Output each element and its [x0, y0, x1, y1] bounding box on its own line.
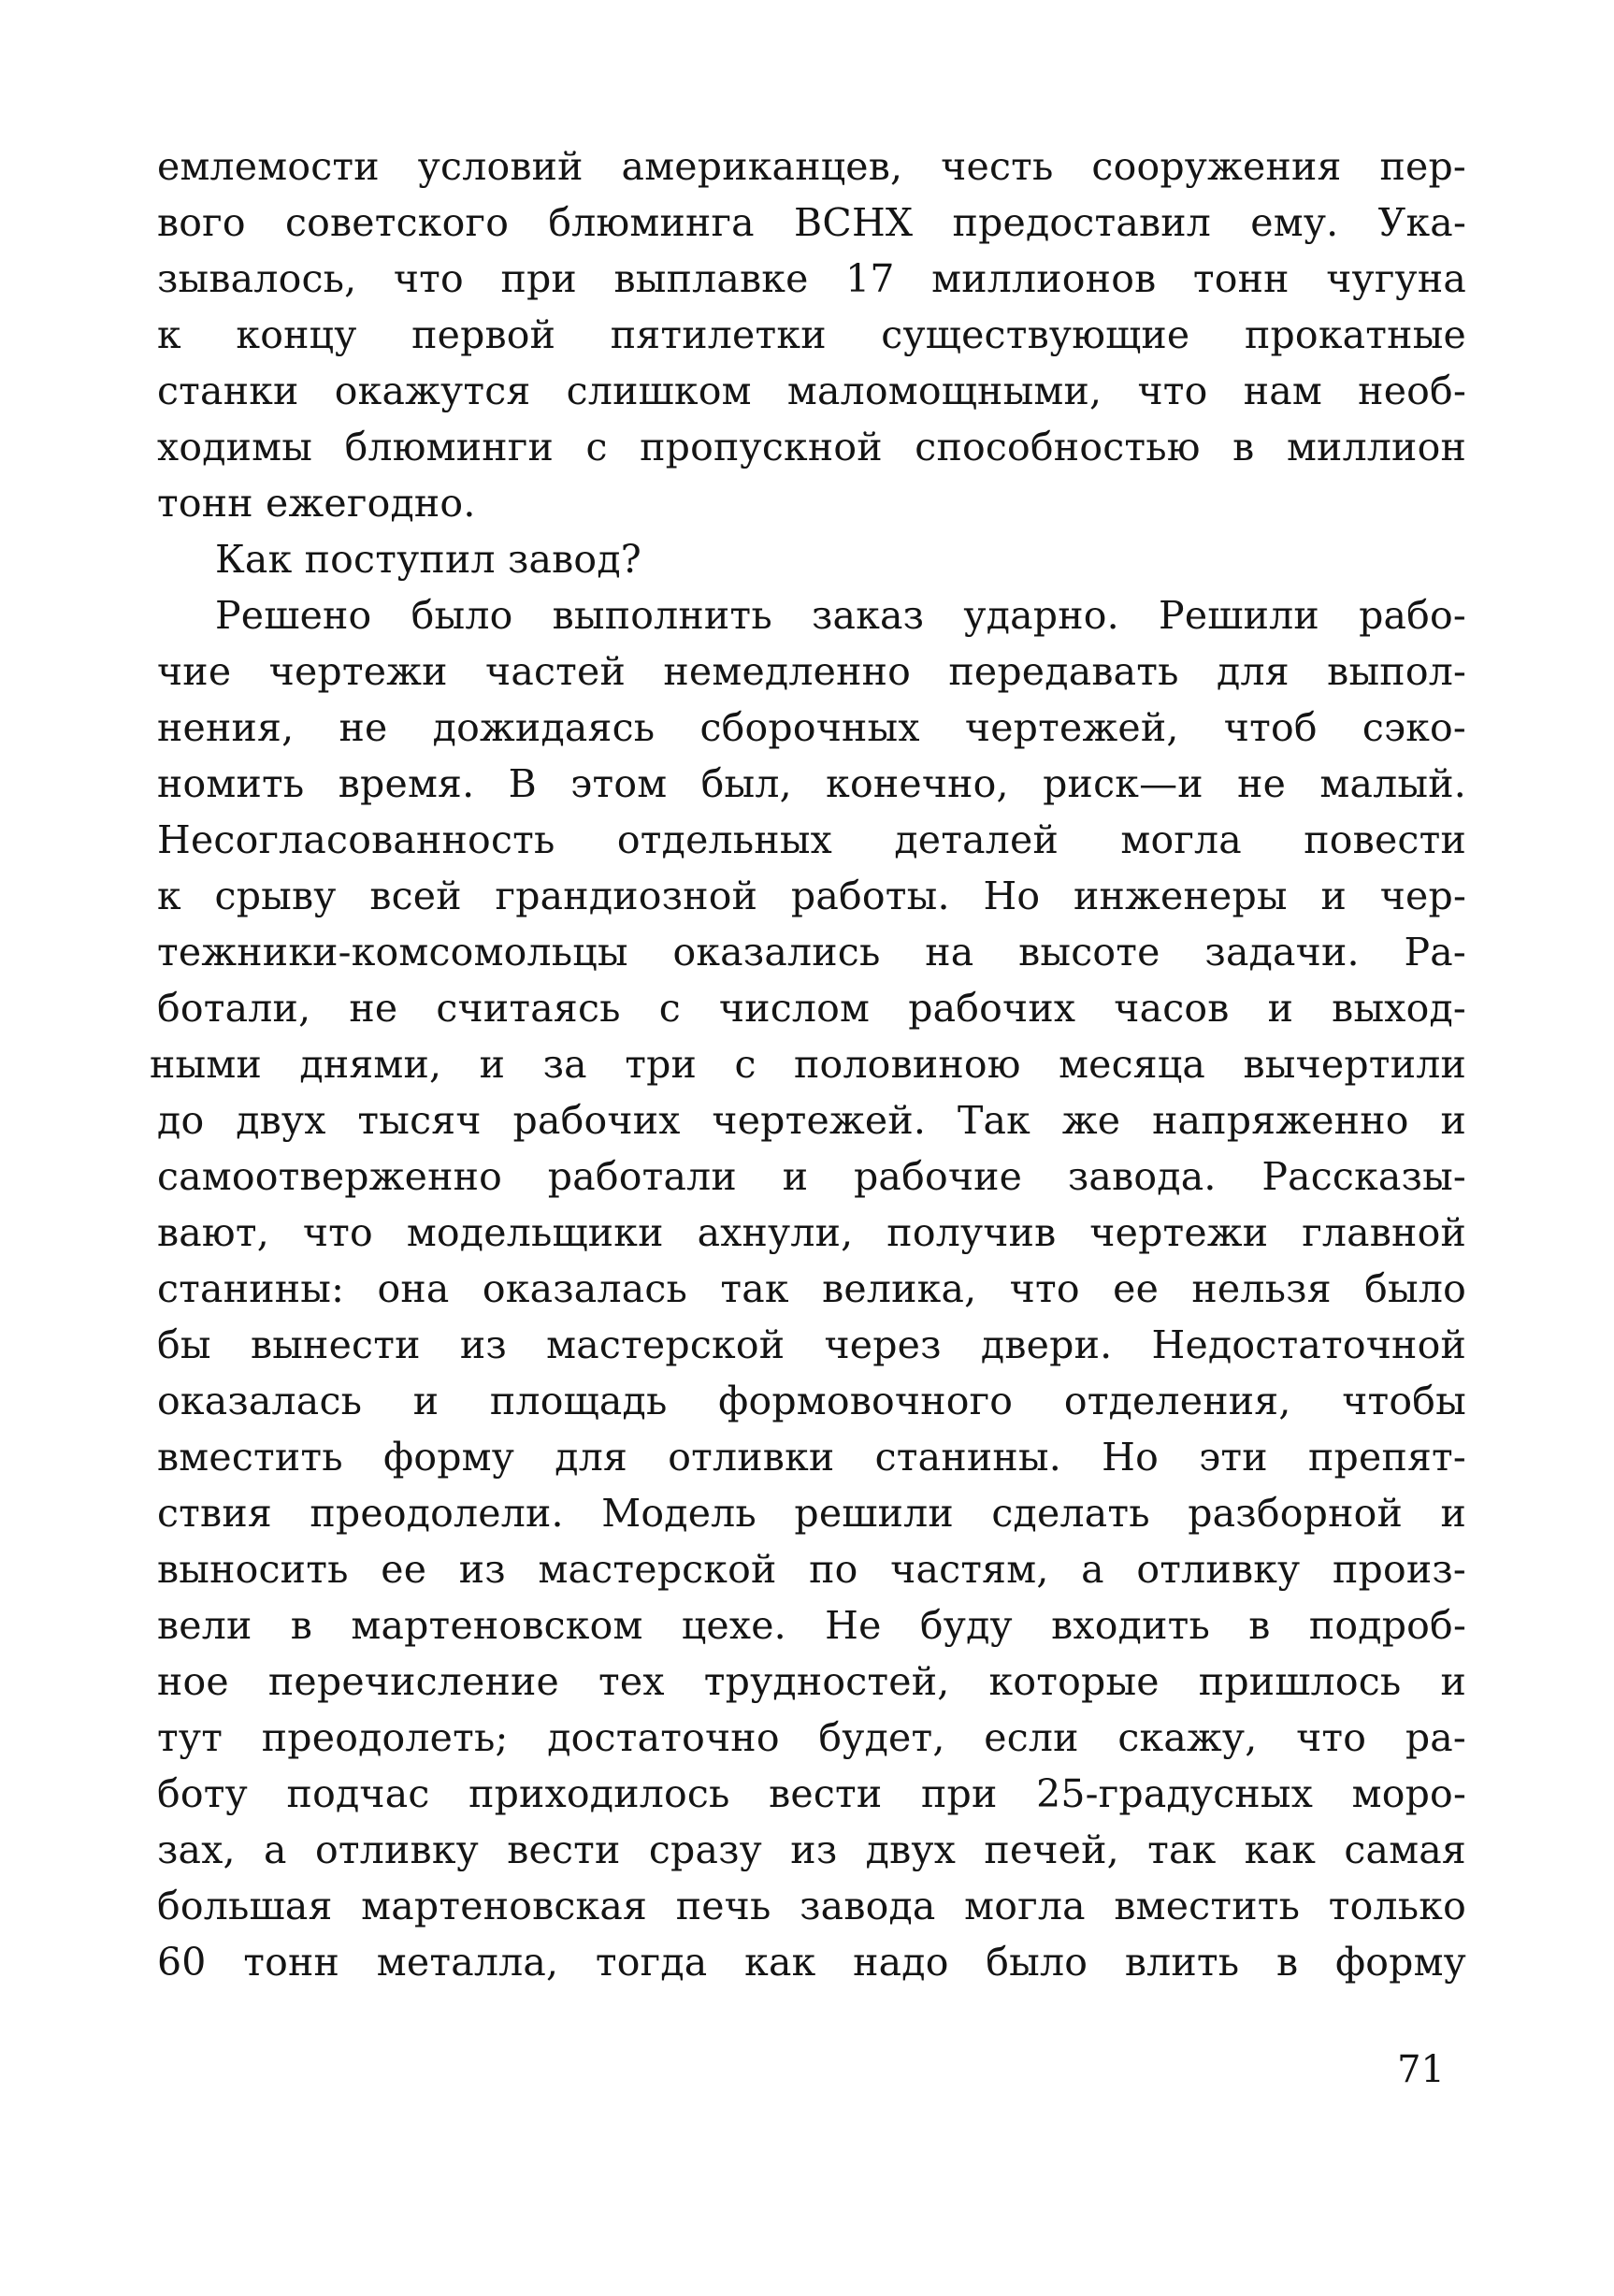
text-line: ходимы блюминги с пропускной способностью в миллион	[157, 425, 1466, 469]
text-line: к срыву всей грандиозной работы. Но инженеры и чер-	[157, 874, 1466, 918]
question-line: Как поступил завод?	[215, 537, 641, 582]
text-line: выносить ее из мастерской по частям, а отливку произ-	[157, 1547, 1466, 1592]
text-line: 60 тонн металла, тогда как надо было влить в форму	[157, 1940, 1466, 1985]
text-line: к концу первой пятилетки существующие прокатные	[157, 312, 1466, 357]
text-line: вместить форму для отливки станины. Но эти препят-	[157, 1435, 1466, 1480]
text-line: тут преодолеть; достаточно будет, если скажу, что ра-	[157, 1715, 1466, 1760]
text-line: тежники-комсомольцы оказались на высоте задачи. Ра-	[157, 930, 1466, 975]
text-line: зывалось, что при выплавке 17 миллионов тонн чугуна	[157, 256, 1466, 301]
text-line: зах, а отливку вести сразу из двух печей, так как самая	[157, 1827, 1466, 1872]
paragraph-start-line: Решено было выполнить заказ ударно. Решили рабо-	[215, 593, 1466, 638]
text-line: оказалась и площадь формовочного отделения, чтобы	[157, 1379, 1466, 1423]
text-line: Несогласованность отдельных деталей могла повести	[157, 817, 1466, 862]
text-line: боту подчас приходилось вести при 25-градусных моро-	[157, 1771, 1466, 1816]
text-line: номить время. В этом был, конечно, риск—и не малый.	[157, 761, 1466, 806]
text-line: ботали, не считаясь с числом рабочих часов и выход-	[157, 986, 1466, 1031]
text-line: бы вынести из мастерской через двери. Недостаточной	[157, 1322, 1466, 1367]
text-line: вели в мартеновском цехе. Не буду входить в подроб-	[157, 1603, 1466, 1648]
text-line: станины: она оказалась так велика, что ее нельзя было	[157, 1266, 1466, 1311]
text-line: ными днями, и за три с половиною месяца вычертили	[150, 1042, 1466, 1087]
page-number: 71	[1397, 2048, 1445, 2091]
text-line: большая мартеновская печь завода могла вместить только	[157, 1884, 1466, 1928]
body-text	[150, 138, 1466, 1990]
text-line: ное перечисление тех трудностей, которые пришлось и	[157, 1659, 1466, 1704]
text-line: емлемости условий американцев, честь сооружения пер-	[157, 144, 1466, 189]
text-line: ствия преодолели. Модель решили сделать разборной и	[157, 1491, 1466, 1536]
text-line: самоотверженно работали и рабочие завода. Рассказы-	[157, 1154, 1466, 1199]
text-line: нения, не дожидаясь сборочных чертежей, чтоб сэко-	[157, 705, 1466, 750]
text-line: вают, что модельщики ахнули, получив чертежи главной	[157, 1210, 1466, 1255]
text-line: вого советского блюминга ВСНХ предоставил ему. Ука-	[157, 200, 1466, 245]
paragraph-end-line: тонн ежегодно.	[157, 481, 476, 526]
text-line: станки окажутся слишком маломощными, что нам необ-	[157, 368, 1466, 413]
text-line: до двух тысяч рабочих чертежей. Так же напряженно и	[157, 1098, 1466, 1143]
text-line: чие чертежи частей немедленно передавать для выпол-	[157, 649, 1466, 694]
